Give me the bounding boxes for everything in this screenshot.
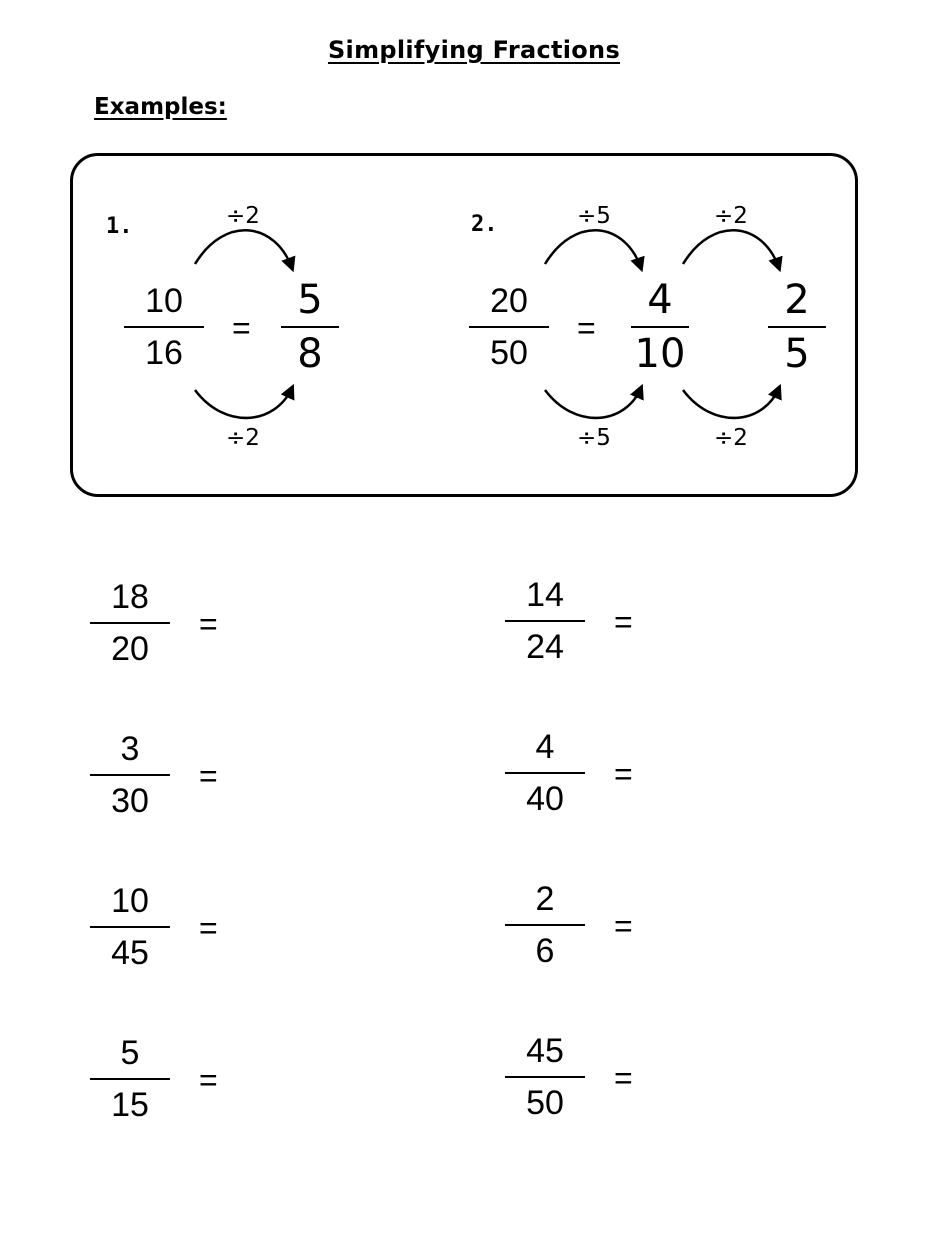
example-2-top-operation-1: ÷5 bbox=[577, 203, 611, 229]
numerator: 4 bbox=[535, 728, 555, 766]
numerator: 2 bbox=[535, 880, 555, 918]
problem-1-equals: = bbox=[199, 606, 218, 642]
fraction-bar bbox=[505, 1076, 585, 1078]
problem-1-fraction bbox=[90, 577, 170, 669]
example-2-fraction-middle bbox=[631, 279, 689, 375]
problem-2-equals: = bbox=[614, 604, 633, 640]
examples-heading: Examples: bbox=[94, 94, 227, 120]
denominator: 10 bbox=[634, 331, 686, 377]
example-2-bottom-operation-2: ÷2 bbox=[714, 425, 748, 451]
numerator: 10 bbox=[111, 882, 149, 920]
numerator: 18 bbox=[111, 578, 149, 616]
page-title: Simplifying Fractions bbox=[327, 36, 621, 64]
denominator: 50 bbox=[526, 1084, 564, 1122]
denominator: 24 bbox=[526, 628, 564, 666]
problem-7-equals: = bbox=[199, 1062, 218, 1098]
denominator: 8 bbox=[297, 331, 323, 377]
numerator: 20 bbox=[490, 282, 528, 320]
example-1-equals: = bbox=[232, 310, 251, 346]
problem-3-fraction bbox=[90, 729, 170, 821]
example-2-number: 2. bbox=[471, 212, 498, 237]
example-1-number: 1. bbox=[106, 214, 133, 239]
numerator: 2 bbox=[784, 277, 810, 323]
problem-4-equals: = bbox=[614, 756, 633, 792]
denominator: 16 bbox=[145, 334, 183, 372]
problem-2-fraction bbox=[505, 575, 585, 667]
example-2-equals: = bbox=[577, 310, 596, 346]
numerator: 5 bbox=[120, 1034, 140, 1072]
denominator: 40 bbox=[526, 780, 564, 818]
problem-7-fraction bbox=[90, 1033, 170, 1125]
fraction-bar bbox=[124, 326, 204, 328]
problem-5-fraction bbox=[90, 881, 170, 973]
denominator: 20 bbox=[111, 630, 149, 668]
problem-4-fraction bbox=[505, 727, 585, 819]
fraction-bar bbox=[90, 1078, 170, 1080]
problem-6-equals: = bbox=[614, 908, 633, 944]
fraction-bar bbox=[90, 774, 170, 776]
problem-6-fraction bbox=[505, 879, 585, 971]
numerator: 10 bbox=[145, 282, 183, 320]
problem-8-fraction bbox=[505, 1031, 585, 1123]
denominator: 45 bbox=[111, 934, 149, 972]
example-1-fraction-start bbox=[124, 281, 204, 373]
denominator: 15 bbox=[111, 1086, 149, 1124]
fraction-bar bbox=[505, 772, 585, 774]
numerator: 45 bbox=[526, 1032, 564, 1070]
example-2-bottom-operation-1: ÷5 bbox=[577, 425, 611, 451]
denominator: 6 bbox=[535, 932, 555, 970]
numerator: 3 bbox=[120, 730, 140, 768]
fraction-bar bbox=[469, 326, 549, 328]
fraction-bar bbox=[90, 926, 170, 928]
example-1-fraction-simplified bbox=[281, 279, 339, 375]
fraction-bar bbox=[768, 326, 826, 328]
denominator: 50 bbox=[490, 334, 528, 372]
fraction-bar bbox=[90, 622, 170, 624]
example-2-fraction-simplified bbox=[768, 279, 826, 375]
fraction-bar bbox=[281, 326, 339, 328]
example-1-top-operation: ÷2 bbox=[226, 203, 260, 229]
example-2-top-operation-2: ÷2 bbox=[714, 203, 748, 229]
fraction-bar bbox=[631, 326, 689, 328]
numerator: 14 bbox=[526, 576, 564, 614]
example-2-fraction-start bbox=[469, 281, 549, 373]
denominator: 30 bbox=[111, 782, 149, 820]
fraction-bar bbox=[505, 620, 585, 622]
example-1-bottom-operation: ÷2 bbox=[226, 425, 260, 451]
denominator: 5 bbox=[784, 331, 810, 377]
fraction-bar bbox=[505, 924, 585, 926]
numerator: 4 bbox=[647, 277, 673, 323]
problem-3-equals: = bbox=[199, 758, 218, 794]
numerator: 5 bbox=[297, 277, 323, 323]
problem-5-equals: = bbox=[199, 910, 218, 946]
problem-8-equals: = bbox=[614, 1060, 633, 1096]
